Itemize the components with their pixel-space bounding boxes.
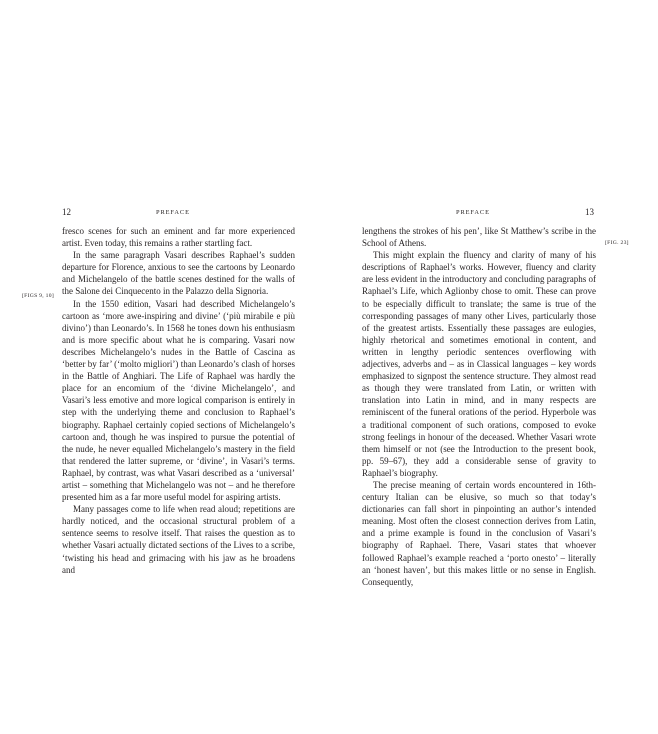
running-head: PREFACE <box>456 209 490 216</box>
page-number: 12 <box>62 207 71 217</box>
paragraph: fresco scenes for such an eminent and far more experienced artist. Even today, this remains a rather startling fact. <box>62 226 295 249</box>
paragraph: In the 1550 edition, Vasari had described Michelangelo’s cartoon as ‘more awe-inspiring and divine’ (‘più mirabile e più divino’) than Leonardo’s. In 1568 he tones down his enthusiasm and is more specific about what he is comparing. Vasari now describes Michelangelo’s nudes in the Battle of Cascina as ‘better by far’ (‘molto migliori’) than Leonardo’s clash of horses in the Battle of Anghiari. The Life of Raphael was hardly the place for an encomium of the ‘divine Michelangelo’, and Vasari’s less emotive and more logical comparison is entirely in step with the underlying theme and conclusion to Raphael’s biography. Raphael certainly copied sections of Michelangelo’s cartoon and, though he was inspired to pursue the potential of the nude, he never equalled Michelangelo’s mastery in the field that rendered the latter supreme, or ‘divine’, in Vasari’s terms. Raphael, by contrast, was what Vasari described as a ‘universal’ artist – something that Michelangelo was not – and he therefore presented him as a far more useful model for aspiring artists. <box>62 298 295 503</box>
right-page <box>329 0 658 734</box>
body-text <box>362 225 596 588</box>
paragraph: lengthens the strokes of his pen’, like St Matthew’s scribe in the School of Athens. <box>362 226 596 249</box>
figure-reference: [FIGS 9, 10] <box>22 293 55 299</box>
paragraph: In the same paragraph Vasari describes Raphael’s sudden departure for Florence, anxious to see the cartoons by Leonardo and Michelangelo of the battle scenes destined for the walls of the Salone dei Cinquecento in the Palazzo della Signoria. <box>62 250 295 297</box>
paragraph: This might explain the fluency and clarity of many of his descriptions of Raphael’s works. However, fluency and clarity are less evident in the introductory and concluding paragraphs of Raphael’s Life, which Aglionby chose to omit. These can prove to be especially difficult to translate; the same is true of the corresponding passages of many other Lives, particularly those of the greatest artists. Essentially these passages are eulogies, highly rhetorical and sometimes emotional in content, and written in lengthy periodic sentences overflowing with adjectives, adverbs and – as in Classical languages – key words emphasized to signpost the sentence structure. They almost read as though they were translated from Latin, or written with translation into Latin in mind, and in many respects are reminiscent of the funeral orations of the period. Hyperbole was a traditional component of such orations, composed to evoke strong feelings in honour of the deceased. Whether Vasari wrote them himself or not (see the Introduction to the present book, pp. 59–67), they add a considerable sense of gravity to Raphael’s biography. <box>362 250 596 478</box>
running-head: PREFACE <box>156 209 190 216</box>
body-text <box>62 225 295 576</box>
figure-reference: [FIG. 23] <box>605 240 629 246</box>
paragraph: The precise meaning of certain words encountered in 16th-century Italian can be elusive, so much so that today’s dictionaries can fall short in pinpointing an author’s intended meaning. Most often the closest connection derives from Latin, and a prime example is found in the conclusion of Vasari’s biography of Raphael. There, Vasari states that whoever followed Raphael’s example reached a ‘porto onesto’ – literally an ‘honest haven’, but this makes little or no sense in English. Consequently, <box>362 479 596 587</box>
paragraph: Many passages come to life when read aloud; repetitions are hardly noticed, and the occasional structural problem of a sentence seems to resolve itself. That raises the question as to whether Vasari actually dictated sections of the Lives to a scribe, ‘twisting his head and grimacing with his jaw as he broadens and <box>62 504 296 575</box>
page-number: 13 <box>585 207 594 217</box>
